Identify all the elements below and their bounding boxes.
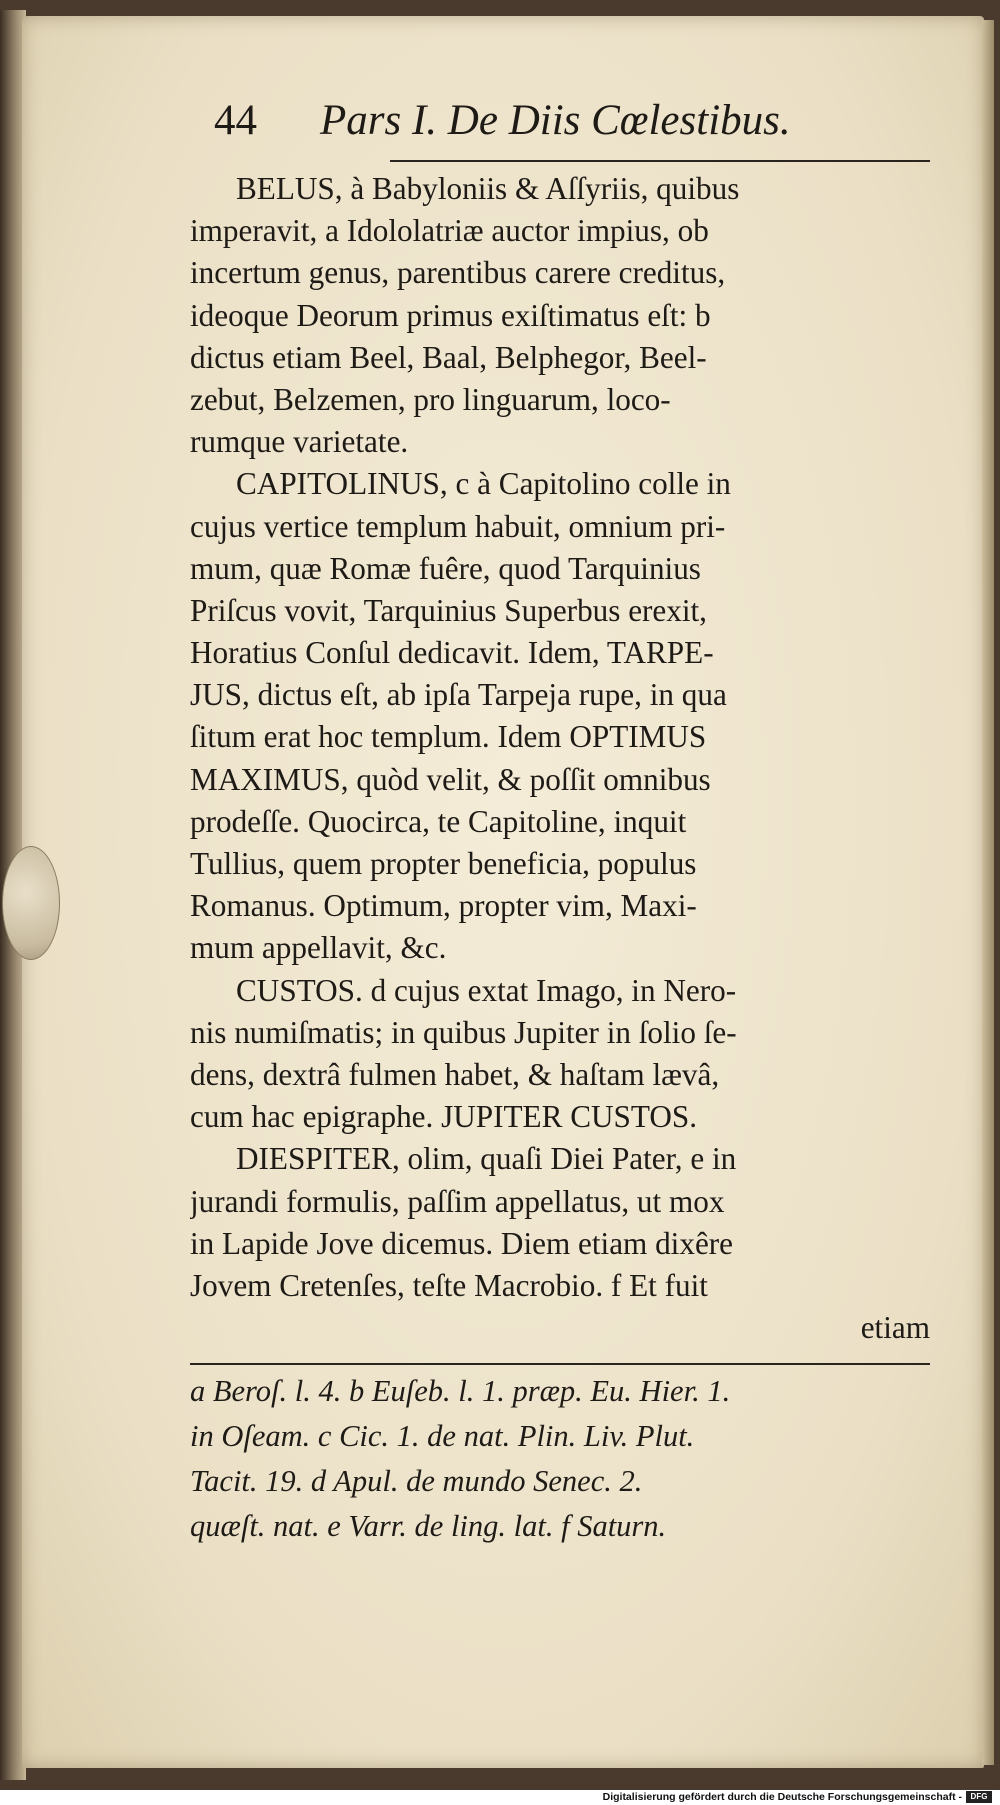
body-line: Horatius Conſul dedicavit. Idem, TARPE- [190,635,714,671]
body-line: cum hac epigraphe. JUPITER CUSTOS. [190,1099,698,1135]
body-line: Romanus. Optimum, propter vim, Maxi- [190,888,697,924]
running-title: Pars I. De Diis Cœlestibus. [320,97,791,144]
body-line: imperavit, a Idololatriæ auctor impius, ob [190,213,709,249]
body-line: DIESPITER, olim, quaſi Diei Pater, e in [236,1141,737,1177]
header-rule [390,160,930,162]
body-line: Priſcus vovit, Tarquinius Superbus erexit, [190,592,707,628]
catchword: etiam [860,1310,930,1346]
body-line: ſitum erat hoc templum. Idem OPTIMUS [190,719,707,755]
body-line: dens, dextrâ fulmen habet, & haſtam lævâ, [190,1056,720,1092]
body-line: zebut, Belzemen, pro linguarum, loco- [190,381,671,417]
footnote-rule [190,1363,930,1365]
body-line: MAXIMUS, quòd velit, & poſſit omnibus [190,761,711,797]
body-line: nis numiſmatis; in quibus Jupiter in ſolio ſe- [190,1014,737,1050]
page-number: 44 [214,97,257,144]
body-text [190,168,930,1349]
body-line: Jovem Cretenſes, teſte Macrobio. f Et fuit [190,1267,708,1303]
body-line: cujus vertice templum habuit, omnium pri- [190,508,726,544]
body-line: CUSTOS. d cujus extat Imago, in Nero- [236,972,737,1008]
body-line: JUS, dictus eſt, ab ipſa Tarpeja rupe, in qua [190,677,727,713]
body-line: mum appellavit, &c. [190,930,447,966]
footnote-line: Tacit. 19. d Apul. de mundo Senec. 2. [190,1464,643,1499]
body-line: rumque varietate. [190,424,409,460]
page-clasp-shape [2,846,60,960]
body-line: incertum genus, parentibus carere creditus, [190,255,726,291]
body-line: ideoque Deorum primus exiſtimatus eſt: b [190,297,711,333]
dfg-logo: DFG [966,1791,992,1803]
footnote-line: quæſt. nat. e Varr. de ling. lat. f Saturn. [190,1509,667,1544]
body-line: jurandi formulis, paſſim appellatus, ut mox [190,1183,725,1219]
body-line: prodeſſe. Quocirca, te Capitoline, inquit [190,803,687,839]
footnote-line: in Oſeam. c Cic. 1. de nat. Plin. Liv. Plut. [190,1419,695,1454]
body-line: in Lapide Jove dicemus. Diem etiam dixêre [190,1225,734,1261]
body-line: BELUS, à Babyloniis & Aſſyriis, quibus [236,171,740,206]
footnotes [190,1369,930,1549]
body-line: mum, quæ Romæ fuêre, quod Tarquinius [190,550,701,586]
page-fore-edge [982,20,994,1765]
footnote-line: a Beroſ. l. 4. b Euſeb. l. 1. præp. Eu. Hier. 1. [190,1374,731,1409]
digitization-credit: Digitalisierung gefördert durch die Deutsche Forschungsgemeinschaft - [602,1791,962,1803]
body-line: Tullius, quem propter beneficia, populus [190,846,697,881]
body-line: CAPITOLINUS, c à Capitolino colle in [236,466,731,502]
page-content [190,96,930,1549]
body-line: dictus etiam Beel, Baal, Belphegor, Beel- [190,339,707,375]
running-header [190,96,930,158]
